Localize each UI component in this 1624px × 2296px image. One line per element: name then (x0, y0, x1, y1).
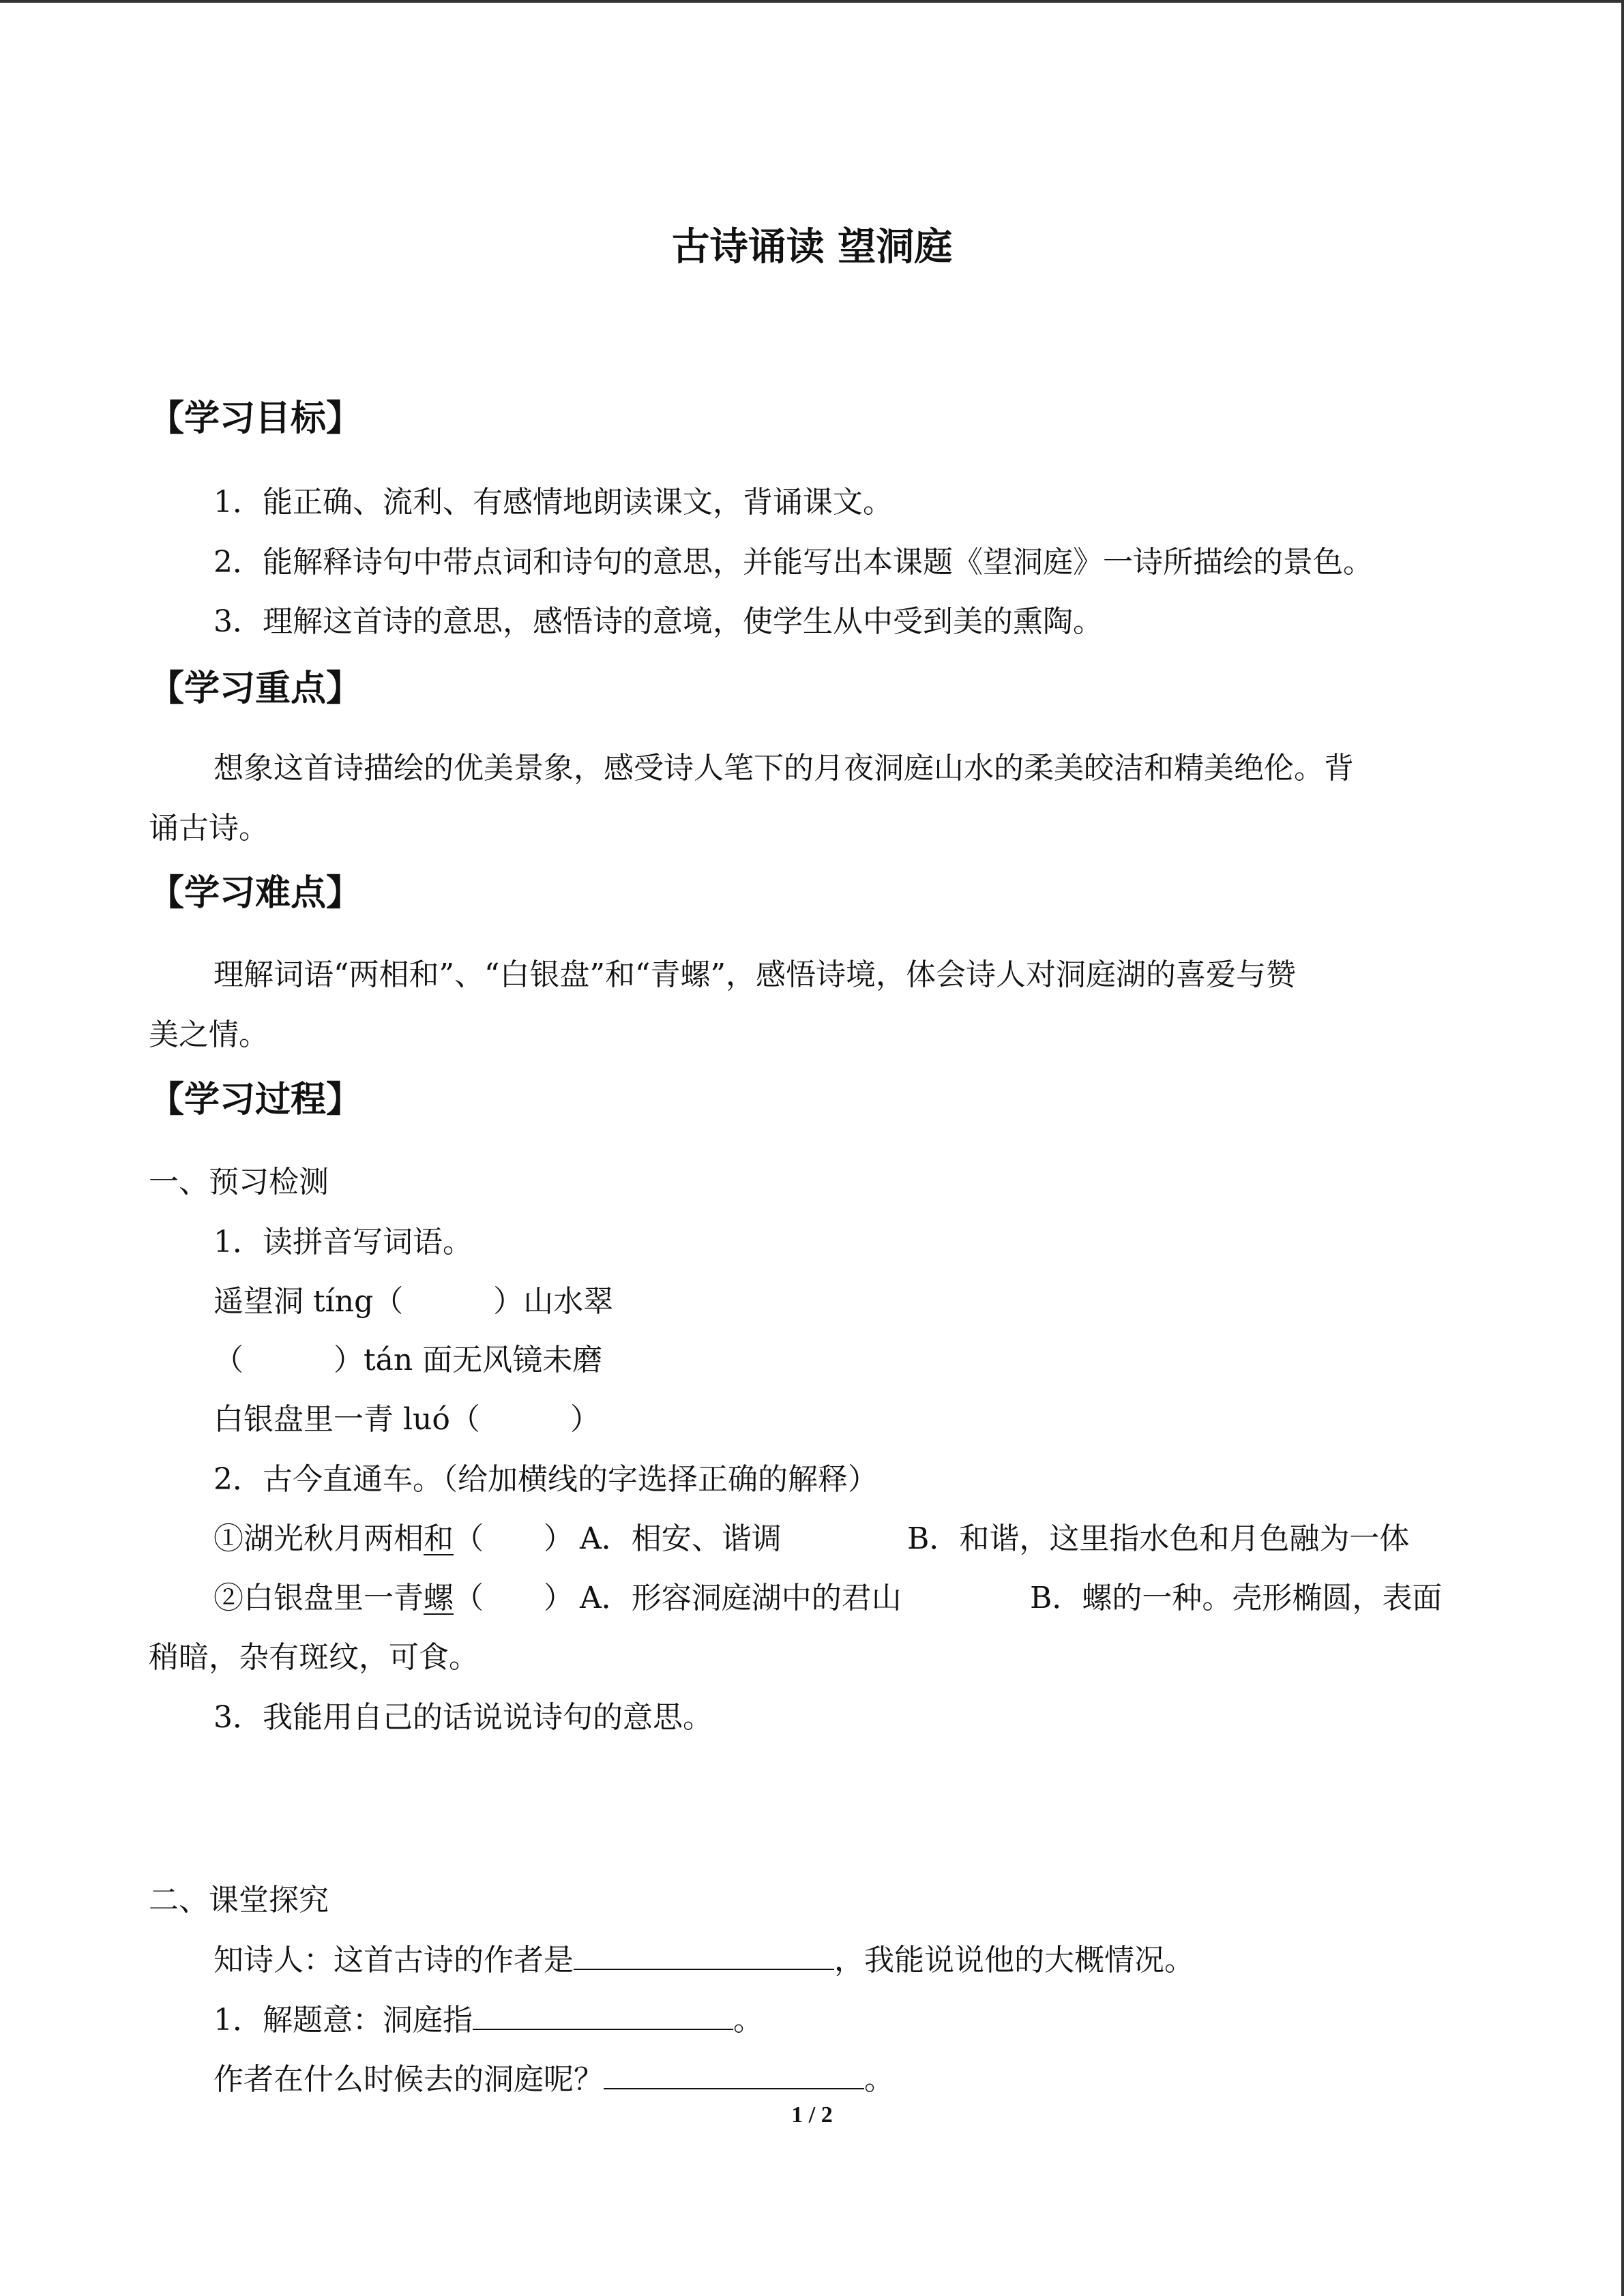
when-blank[interactable] (604, 2061, 864, 2089)
difficulties-line-1: 理解词语“两相和”、“白银盘”和“青螺”，感悟诗境，体会诗人对洞庭湖的喜爱与赞 (213, 957, 1296, 992)
goals-heading: 【学习目标】 (149, 398, 362, 439)
goal-item-2: 2．能解释诗句中带点词和诗句的意思，并能写出本课题《望洞庭》一诗所描绘的景色。 (213, 545, 1373, 580)
q2-b-answer-blank: （ ） (454, 1581, 574, 1615)
preview-q1-line-1: 遥望洞 tíng（ ）山水翠 (213, 1284, 614, 1319)
q2-b-option-b: B．螺的一种。壳形椭圆，表面 (1030, 1581, 1443, 1615)
q2-b-stem: ②白银盘里一青 (213, 1581, 424, 1615)
key-points-line-2: 诵古诗。 (149, 811, 269, 846)
explore-when-suffix: 。 (864, 2062, 894, 2097)
q2-b-underlined-word: 螺 (424, 1581, 454, 1615)
key-points-heading: 【学习重点】 (149, 668, 362, 709)
explore-author-suffix: ，我能说说他的大概情况。 (834, 1943, 1194, 1978)
q2-a-underlined-word: 和 (424, 1521, 454, 1556)
q2-a-stem: ①湖光秋月两相 (213, 1521, 424, 1556)
explore-when-prompt: 作者在什么时候去的洞庭呢？ (213, 2062, 604, 2097)
page-title: 古诗诵读 望洞庭 (671, 224, 953, 269)
explore-topic-prompt: 1．解题意：洞庭指 (213, 2003, 473, 2038)
preview-q1-line-3: 白银盘里一青 luó（ ） (213, 1402, 600, 1437)
q2-b-option-a: A．形容洞庭湖中的君山 (580, 1581, 902, 1615)
explore-author-line (213, 1935, 1194, 1979)
q2-b-option-b-continued: 稍暗，杂有斑纹，可食。 (149, 1640, 479, 1675)
explore-author-prompt: 知诗人：这首古诗的作者是 (213, 1943, 574, 1978)
explore-topic-suffix: 。 (733, 2003, 763, 2038)
preview-q3: 3．我能用自己的话说说诗句的意思。 (213, 1700, 713, 1735)
preview-q2: 2．古今直通车。（给加横线的字选择正确的解释） (213, 1462, 878, 1497)
page-number: 1 / 2 (791, 2102, 833, 2128)
explore-when-line (213, 2055, 894, 2098)
author-blank[interactable] (574, 1941, 834, 1970)
q2-item-b (213, 1573, 574, 1617)
explore-topic-line (213, 1995, 763, 2039)
preview-heading: 一、预习检测 (149, 1165, 329, 1199)
explore-heading: 二、课堂探究 (149, 1883, 329, 1918)
q2-a-option-a: A．相安、谐调 (580, 1521, 782, 1556)
difficulties-heading: 【学习难点】 (149, 872, 362, 914)
goal-item-1: 1．能正确、流利、有感情地朗读课文，背诵课文。 (213, 485, 893, 520)
q2-a-option-b: B．和谐，这里指水色和月色融为一体 (907, 1521, 1410, 1556)
topic-blank[interactable] (473, 2001, 733, 2030)
goal-item-3: 3．理解这首诗的意思，感悟诗的意境，使学生从中受到美的熏陶。 (213, 604, 1103, 639)
key-points-line-1: 想象这首诗描绘的优美景象，感受诗人笔下的月夜洞庭山水的柔美皎洁和精美绝伦。背 (213, 751, 1354, 786)
preview-q1-line-2: （ ）tán 面无风镜未磨 (213, 1343, 603, 1377)
q2-a-answer-blank: （ ） (454, 1521, 574, 1556)
q2-item-a (213, 1514, 574, 1557)
preview-q1: 1．读拼音写词语。 (213, 1225, 473, 1259)
process-heading: 【学习过程】 (149, 1079, 362, 1120)
difficulties-line-2: 美之情。 (149, 1017, 269, 1052)
